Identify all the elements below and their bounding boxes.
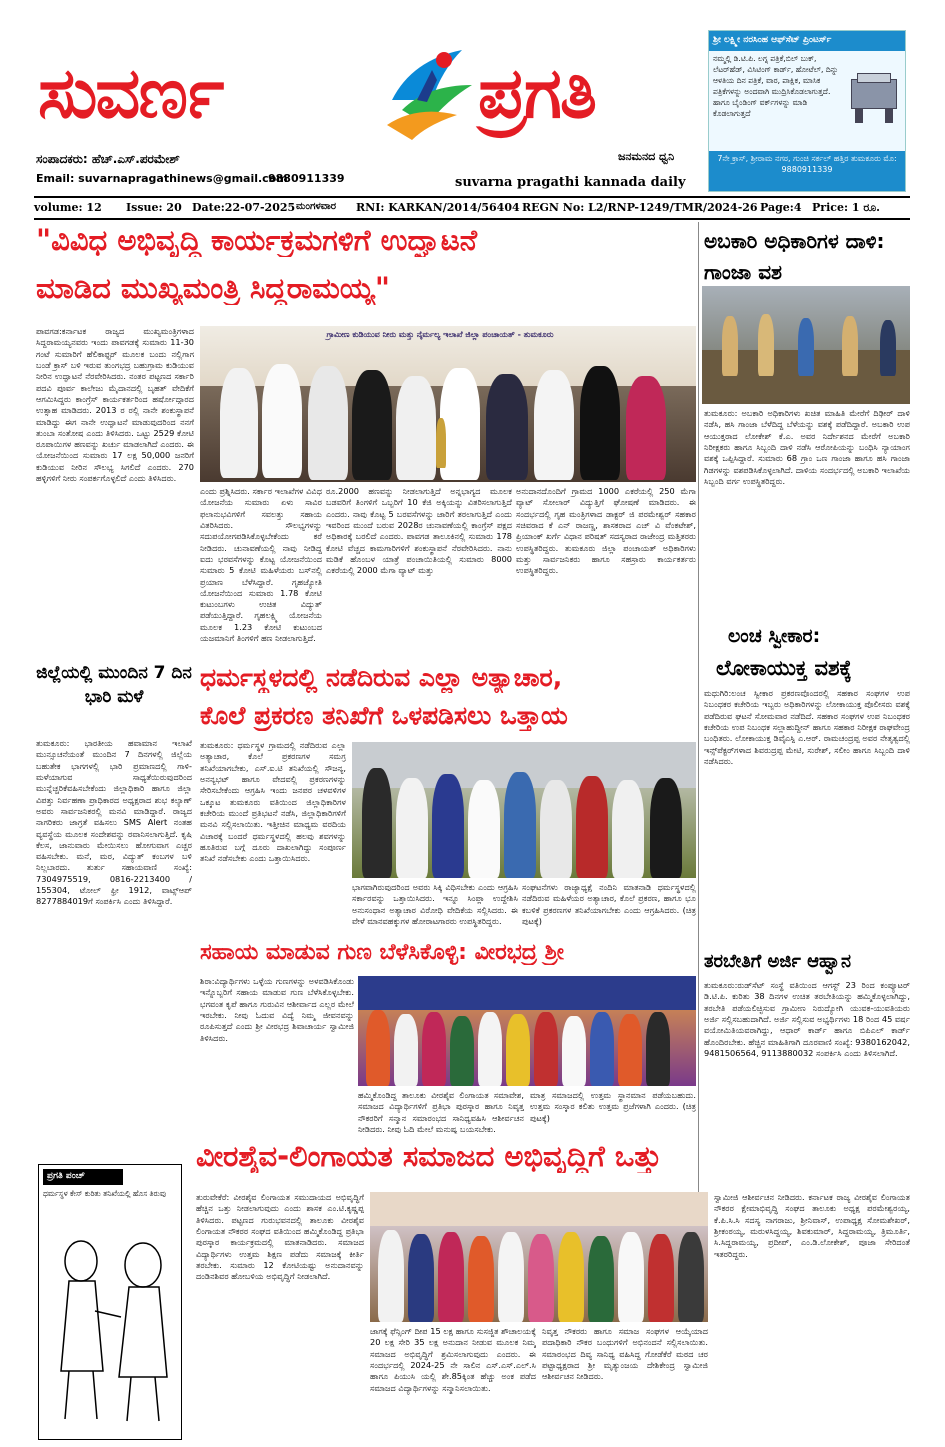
veerashaiva-col-4: ಸ್ವಾಮೀಜಿ ಆಶೀರ್ವಚನ ನೀಡಿದರು. ಕರ್ನಾಟಕ ರಾಜ್ಯ ವೀರಶೈವ ಲಿಂಗಾಯತ ನೌಕರರ ಕ್ಷೇಮಾಭಿವೃದ್ಧಿ ಸಂಘದ ತಾಲೂಕು ಅಧ್ಯಕ್ಷ ಪರಮೇಶ್ವರಯ್ಯ, ಕೆ.ಪಿ.ಸಿ.ಸಿ ಸದಸ್ಯ ನಾಗರಾಜು, ಶ್ರೀನಿವಾಸ್, ಉಪಾಧ್ಯಕ್ಷ ಸೋಮಶೇಖರ್, ಶ್ರೀಕಂಠಯ್ಯ, ಮರುಳಸಿದ್ದಯ್ಯ, ಶಿವಕುಮಾರ್, ಸಿದ್ದರಾಮಯ್ಯ, ತ್ರಿಮೂರ್ತಿ, ಸಿ.ಸಿದ್ದರಾಮಯ್ಯ, ಪ್ರದೀಪ್, ಎಂ.ಡಿ.ಲೋಕೇಶ್, ಪೂಜಾ ಸೇರಿದಂತೆ ಇತರರಿದ್ದರು. xyxy=(714,1192,910,1259)
veerabhadra-headline: ಸಹಾಯ ಮಾಡುವ ಗುಣ ಬೆಳೆಸಿಕೊಳ್ಳಿ: ವೀರಭದ್ರ ಶ್ರೀ xyxy=(200,940,565,965)
info-bar xyxy=(34,199,910,217)
dharmasthala-col-1: ತುಮಕೂರು: ಧರ್ಮಸ್ಥಳ ಗ್ರಾಮದಲ್ಲಿ ನಡೆದಿರುವ ಎಲ್ಲಾ ಅತ್ಯಾಚಾರ, ಕೊಲೆ ಪ್ರಕರಣಗಳ ಸಮಗ್ರ ತನಿಖೆಯಾಗಬೇಕು, ಎಸ್.ಐ.ಟಿ ತನಿಖೆಯಲ್ಲಿ ಸೌಜನ್ಯ, ಅನನ್ಯಭಟ್ ಹಾಗೂ ವೇದವಲ್ಲಿ ಪ್ರಕರಣಗಳನ್ನು ಸೇರಿಸಬೇಕೆಂದು ಆಗ್ರಹಿಸಿ ಇಂದು ಜನಪರ ಚಳವಳಿಗಳ ಒಕ್ಕೂಟ ತುಮಕೂರು ವತಿಯಿಂದ ಜಿಲ್ಲಾಧಿಕಾರಿಗಳ ಕಚೇರಿಯ ಮುಂದೆ ಪ್ರತಿಭಟನೆ ನಡೆಸಿ, ಜಿಲ್ಲಾಧಿಕಾರಿಗಳಿಗೆ ಮನವಿ ಸಲ್ಲಿಸಲಾಯಿತು. ಇತ್ತೀಚಿನ ಮಾಧ್ಯಮ ವರದಿಯ ವಿಚಾರಕ್ಕೆ ಬಂದರೆ ಧರ್ಮಸ್ಥಳದಲ್ಲಿ ಹಲವು ಶವಗಳನ್ನು ಹೂತಿರುವ ಬಗ್ಗೆ ದೂರು ದಾಖಲಾಗಿದ್ದು ಸಂಪೂರ್ಣ ತನಿಖೆ ನಡೆಸಬೇಕು ಎಂದು ಒತ್ತಾಯಿಸಿದರು. xyxy=(200,740,346,864)
printing-machine-icon xyxy=(847,71,901,125)
dharmasthala-col-3: ಸಂಘಟನೆಗಳು ರಾಜ್ಯಾಧ್ಯಕ್ಷೆ ನಂದಿನಿ ಮಾತನಾಡಿ ಧರ್ಮಸ್ಥಳದಲ್ಲಿ ನಡೆದಿರುವ ಮಹಿಳೆಯರ ಅತ್ಯಾಚಾರ, ಕೊಲೆ ಪ್ರಕರಣ, ಹಾಗೂ ಭೂ ಕಬಳಿಕೆ ಪ್ರಕರಣಗಳ ತನಿಖೆಯಾಗಬೇಕು ಎಂದು ಆಗ್ರಹಿಸಿದರು. (ಚಿತ್ರ ಪುಟಕ್ಕೆ) xyxy=(522,882,696,926)
tagline-en: suvarna pragathi kannada daily xyxy=(455,175,686,190)
veerabhadra-col-2: ಹಮ್ಮಿಕೊಂಡಿದ್ದ ತಾಲೂಕು ವೀರಶೈವ ಲಿಂಗಾಯತ ಸಮಾವೇಶ, ಸಮಾಜದ ವಿದ್ಯಾರ್ಥಿಗಳಿಗೆ ಪ್ರತಿಭಾ ಪುರಸ್ಕಾರ ಹಾಗೂ ನಿವೃತ್ತ ನೌಕರರಿಗೆ ಸನ್ಮಾನ ಸಮಾರಂಭದ ಸಾನಿಧ್ಯವಹಿಸಿ ಆಶೀರ್ವಚನ ನೀಡಿದರು. ನೀವು ಓದಿ ಮೇಲೆ ಮನುಷ್ಯ ಬಯಸಬೇಕು. xyxy=(358,1090,524,1134)
dharmasthala-col-2: ಭಾಗವಾಗಿರುವುದರಿಂದ ಅವರು ಸಿಕ್ಕಿ ವಿಧಿಸಬೇಕು ಎಂದು ಆಗ್ರಹಿಸಿ ಸರ್ಕಾರವನ್ನು ಒತ್ತಾಯಿಸಿದರು. ಇನ್ನೂ ಸಿಂಪ್ಲಾ ಉದ್ದೇಶಿಸಿ ಅನುಸಂಧಾನ ಅತ್ಯಾಚಾರ ವಿರೋಧಿ ವೇದಿಕೆಯ ಸಲ್ಲಿಸಿದರು. ಈ ವೇಳೆ ಮಾನವಹಕ್ಕುಗಳ ಹೋರಾಟಗಾರರು ಉಪಸ್ಥಿತರಿದ್ದರು. xyxy=(352,882,518,926)
veerashaiva-col-3: ನಿವೃತ್ತ ನೌಕರರು ಹಾಗೂ ಸಮಾಜ ಸಂಘಗಳ ಆಯ್ಕೆಯಾದ ಪದಾಧಿಕಾರಿ ನೌಕರ ಬಂಧುಗಳಿಗೆ ಅಭಿನಂದನೆ ಸಲ್ಲಿಸಲಾಯಿತು. ಸಮಾರಂಭದ ದಿವ್ಯ ಸಾನಿಧ್ಯ ವಹಿಸಿದ್ದ ಗೋಡೆಕೆರೆ ಮಠದ ಚರ ಪಟ್ಟಾಧ್ಯಕ್ಷರಾದ ಶ್ರೀ ಮೃತ್ಯುಂಜಯ ದೇಶಿಕೇಂದ್ರ ಸ್ವಾಮೀಜಿ ಆಶೀರ್ವಚನ ನೀಡಿದರು. xyxy=(542,1326,708,1382)
regn-label: REGN No: L2/RNP-1249/TMR/2024-26 xyxy=(522,201,758,214)
lead-photo xyxy=(200,326,696,482)
right-col-divider xyxy=(698,222,699,1202)
ad-address: 7ನೇ ಕ್ರಾಸ್, ಶ್ರೀರಾಮ ನಗರ, ಗುಂಚಿ ಸರ್ಕಲ್ ಹತ್ತಿರ ತುಮಕೂರು ಮೊ: 9880911339 xyxy=(709,151,905,191)
veerashaiva-col-2: ಜಾಗಕ್ಕೆ ಫೆನ್ಸಿಂಗ್ ದೀಪ 15 ಲಕ್ಷ ಹಾಗೂ ಸುಸಜ್ಜಿತ ಶೌಚಾಲಯಕ್ಕೆ 20 ಲಕ್ಷ ಸೇರಿ 35 ಲಕ್ಷ ಅನುದಾನ ನೀಡುವ ಮೂಲಕ ನಿಮ್ಮ ಸಮಾಜದ ಅಭಿವೃದ್ಧಿಗೆ ಶ್ರಮಿಸಲಾಗುವುದು ಎಂದರು. ಈ ಸಂದರ್ಭದಲ್ಲಿ 2024-25 ನೇ ಸಾಲಿನ ಎಸ್.ಎಸ್.ಎಲ್.ಸಿ ಹಾಗೂ ಪಿಯುಸಿ ಯಲ್ಲಿ ಶೇ.85ಕ್ಕಿಂತ ಹೆಚ್ಚು ಅಂಕ ಪಡೆದ ಸಮಾಜದ ವಿದ್ಯಾರ್ಥಿಗಳನ್ನು ಸನ್ಮಾನಿಸಲಾಯಿತು. xyxy=(370,1326,536,1393)
info-rule-top xyxy=(34,196,910,198)
ad-title: ಶ್ರೀ ಲಕ್ಷ್ಮೀ ನರಸಿಂಹ ಆಫ್‌ಸೆಟ್ ಪ್ರಿಂಟರ್ಸ್ xyxy=(709,31,905,51)
masthead xyxy=(0,0,945,198)
veerabhadra-photo xyxy=(358,976,696,1086)
abkari-body: ತುಮಕೂರು: ಅಬಕಾರಿ ಅಧಿಕಾರಿಗಳು ಖಚಿತ ಮಾಹಿತಿ ಮೇರೆಗೆ ದಿಢೀರ್ ದಾಳಿ ನಡೆಸಿ, ಹಸಿ ಗಾಂಜಾ ಬೆಳೆದಿದ್ದ ಬೆಳೆಯನ್ನು ವಶಕ್ಕೆ ಪಡೆದಿದ್ದಾರೆ. ಅಬಕಾರಿ ಉಪ ಆಯುಕ್ತರಾದ ಲೋಕೇಶ್ ಕೆ.ಎ. ಅವರ ನಿರ್ದೇಶನದ ಮೇರೆಗೆ ಅಬಕಾರಿ ನಿರೀಕ್ಷಕರು ಹಾಗೂ ಸಿಬ್ಬಂದಿ ದಾಳಿ ನಡೆಸಿ ಆರೋಪಿಯನ್ನು ಬಂಧಿಸಿ ನ್ಯಾಯಾಂಗ ವಶಕ್ಕೆ ಒಪ್ಪಿಸಿದ್ದಾರೆ. ಸುಮಾರು 68 ಗ್ರಾಂ ಒಣ ಗಾಂಜಾ ಹಾಗೂ ಹಸಿ ಗಾಂಜಾ ಗಿಡಗಳನ್ನು ವಶಪಡಿಸಿಕೊಳ್ಳಲಾಗಿದೆ. ದಾಳಿಯ ಸಂದರ್ಭದಲ್ಲಿ ಅಬಕಾರಿ ಇಲಾಖೆಯ ಸಿಬ್ಬಂದಿ ವರ್ಗ ಉಪಸ್ಥಿತರಿದ್ದರು. xyxy=(704,408,910,486)
logo-emblem-icon xyxy=(372,30,487,145)
price-label: Price: 1 ರೂ. xyxy=(812,201,880,214)
training-headline: ತರಬೇತಿಗೆ ಅರ್ಜಿ ಆಹ್ವಾನ xyxy=(704,951,852,972)
printer-ad xyxy=(708,30,906,192)
editor-line: ಸಂಪಾದಕರು: ಹೆಚ್.ಎಸ್.ಪರಮೇಶ್ xyxy=(36,152,180,166)
day-label: ಮಂಗಳವಾರ xyxy=(296,201,337,212)
rni-label: RNI: KARKAN/2014/56404 xyxy=(356,201,520,214)
veerashaiva-photo xyxy=(370,1192,708,1322)
dharmasthala-headline-1: ಧರ್ಮಸ್ಥಳದಲ್ಲಿ ನಡೆದಿರುವ ಎಲ್ಲಾ ಅತ್ಯಾಚಾರ, xyxy=(200,664,563,692)
dharmasthala-photo xyxy=(352,742,696,878)
lokayukta-headline-2: ಲೋಕಾಯುಕ್ತ ವಶಕ್ಕೆ xyxy=(716,656,852,680)
cartoon-caption: ಧರ್ಮಸ್ಥಳ ಕೇಸ್ ಕುರಿತು ತನಿಖೆಯಲ್ಲಿ ಹೊಸ ತಿರುವು xyxy=(43,1189,166,1198)
logo-right: ಪ್ರಗತಿ xyxy=(478,52,595,134)
info-rule-bottom xyxy=(34,218,910,220)
lead-col-1: ಪಾವಗಡ:ಕರ್ನಾಟಕ ರಾಜ್ಯದ ಮುಖ್ಯಮಂತ್ರಿಗಳಾದ ಸಿದ್ದರಾಮಯ್ಯನವರು ಇಂದು ಪಾವಗಡಕ್ಕೆ ಸುಮಾರು 11-30 ಗಂಟೆ ಸುಮಾರಿಗೆ ಹೆಲಿಕಾಫ್ಟರ್ ಮೂಲಕ ಬಂದು ನಲ್ಲಿಗಾಗ ಬಂಡೆ ಕ್ರಾಸ್ ಬಳಿ ಇರುವ ತುಂಗಭದ್ರ ಬಹುಗ್ರಾಮ ಕುಡಿಯುವ ನೀರಿನ ಉದ್ಘಾಟನೆ ನೆರವೇರಿಸಿದರು. ನಂತರ ಪಟ್ಟಣದ ಸರ್ಕಾರಿ ಪದವಿ ಪೂರ್ವ ಕಾಲೇಜು ಮೈದಾನದಲ್ಲಿ ಬೃಹತ್ ವೇದಿಕೆಗೆ ಆಗಮಿಸಿದ್ದರು ಕಾಂಗ್ರೆಸ್ ಕಾರ್ಯಕರ್ತರಿಂದ ಹರ್ಷೋದ್ಗಾರದ ಉತ್ಸಾಹ ಮಾಡಿದರು. 2013 ರ ರಲ್ಲಿ ನಾನೇ ಶಂಕುಸ್ಥಾಪನೆ ಮಾಡಿದ್ದು ಈಗ ನಾನೇ ಉದ್ಘಾಟನೆ ಮಾಡುವುದರಿಂದ ನನಗೆ ತುಂಬಾ ಸಂತೋಷ ಎಂದು ತಿಳಿಸಿದರು. ಒಟ್ಟು 2529 ಕೋಟಿ ರೂಪಾಯಿಗಳ ಹಣವನ್ನು ಖರ್ಚು ಮಾಡಲಾಗಿದೆ ಎಂದರು. ಈ ಯೋಜನೆಯಿಂದ ಸುಮಾರು 17 ಲಕ್ಷ 50,000 ಜನರಿಗೆ ಕುಡಿಯುವ ನೀರಿನ ಸೌಲಭ್ಯ ಸಿಗಲಿದೆ ಎಂದರು. 270 ಹಳ್ಳಿಗಳಿಗೆ ನೀರು ಸಂಪರ್ಕಗೊಳ್ಳಲಿದೆ ಎಂದು ತಿಳಿಸಿದರು. xyxy=(36,326,194,484)
phone-line: 9880911339 xyxy=(268,172,345,185)
date-label: Date:22-07-2025 xyxy=(192,201,296,214)
lokayukta-body: ಮಧುಗಿರಿ:ಲಂಚ ಸ್ವೀಕಾರ ಪ್ರಕರಣವೊಂದರಲ್ಲಿ ಸಹಕಾರ ಸಂಘಗಳ ಉಪ ನಿಬಂಧಕರ ಕಚೇರಿಯ ಇಬ್ಬರು ಅಧಿಕಾರಿಗಳನ್ನು ಲೋಕಾಯುಕ್ತ ಪೊಲೀಸರು ವಶಕ್ಕೆ ಪಡೆದಿರುವ ಘಟನೆ ಸೋಮವಾರ ನಡೆದಿದೆ. ಸಹಕಾರ ಸಂಘಗಳ ಉಪ ನಿಬಂಧಕರ ಕಚೇರಿಯ ಉಪ ನಿಬಂಧಕ ಸಲ್ಲಾಹುದ್ದೀನ್ ಹಾಗೂ ಸಹಕಾರ ನಿರೀಕ್ಷಕ ರಾಘವೇಂದ್ರ ಬಂಧಿತರು. ಲೋಕಾಯುಕ್ತ ಡಿವೈಎಸ್ಪಿ ಎ.ಆರ್. ರಾಮಚಂದ್ರಪ್ಪ ಅವರ ನೇತೃತ್ವದಲ್ಲಿ ಇನ್ಸ್‌ಪೆಕ್ಟರ್‌ಗಳಾದ ಶಿವರುದ್ರಪ್ಪ ಮೇಟಿ, ಸುರೇಶ್, ಸಲೀಂ ಹಾಗೂ ಸಿಬ್ಬಂದಿ ದಾಳಿ ನಡೆಸಿದರು. xyxy=(704,688,910,766)
logo-left: ಸುವರ್ಣ xyxy=(38,52,223,134)
volume-label: volume: 12 xyxy=(34,201,102,214)
dharmasthala-headline-2: ಕೊಲೆ ಪ್ರಕರಣ ತನಿಖೆಗೆ ಒಳಪಡಿಸಲು ಒತ್ತಾಯ xyxy=(200,702,568,730)
lead-headline-2: ಮಾಡಿದ ಮುಖ್ಯಮಂತ್ರಿ ಸಿದ್ದರಾಮಯ್ಯ" xyxy=(36,272,391,305)
page-label: Page:4 xyxy=(760,201,802,214)
email-line: Email: suvarnapragathinews@gmail.com xyxy=(36,172,288,185)
lead-col-4: ಅನುದಾನದೊಂದಿಗೆ ಗ್ರಾಮದ 1000 ಎಕರೆಯಲ್ಲಿ 250 ಮೆಗಾ ವ್ಯಾಟ್ ಸೋಲಾರ್ ವಿದ್ಯುತ್ತಿಗೆ ಘೋಷಣೆ ಮಾಡಿದರು. ಈ ಸಂದರ್ಭದಲ್ಲಿ ಗೃಹ ಮಂತ್ರಿಗಳಾದ ಡಾಕ್ಟರ್ ಜಿ ಪರಮೇಶ್ವರ್ ಸಹಕಾರ ಸಚಿವರಾದ ಕೆ ಎನ್ ರಾಜಣ್ಣ, ಶಾಸಕರಾದ ಎಚ್ ವಿ ವೆಂಕಟೇಶ್, ಪ್ರಿಯಾಂಕ್ ಖರ್ಗೆ ವಿಧಾನ ಪರಿಷತ್ ಸದಸ್ಯರಾದ ರಾಜೇಂದ್ರ ಮತ್ತಿತರರು ಉಪಸ್ಥಿತರಿದ್ದರು. ತುಮಕೂರು ಜಿಲ್ಲಾ ಪಂಚಾಯತ್ ಅಧಿಕಾರಿಗಳು ಮತ್ತು ಸಾರ್ವಜನಿಕರು ಹಾಗೂ ಸಹಸ್ರಾರು ಕಾರ್ಯಕರ್ತರು ಉಪಸ್ಥಿತರಿದ್ದರು. xyxy=(516,486,696,576)
abkari-photo xyxy=(702,286,910,404)
rain-body: ತುಮಕೂರು: ಭಾರತೀಯ ಹವಾಮಾನ ಇಲಾಖೆ ಮುನ್ಸೂಚನೆಯಂತೆ ಮುಂದಿನ 7 ದಿನಗಳಲ್ಲಿ ಜಿಲ್ಲೆಯ ಬಹುತೇಕ ಭಾಗಗಳಲ್ಲಿ ಭಾರಿ ಪ್ರಮಾಣದಲ್ಲಿ ಗಾಳಿ-ಮಳೆಯಾಗುವ ಸಾಧ್ಯತೆಯಿರುವುದರಿಂದ ಮುನ್ನೆಚ್ಚರಿಕೆವಹಿಸಬೇಕೆಂದು ಜಿಲ್ಲಾಧಿಕಾರಿ ಹಾಗೂ ಜಿಲ್ಲಾ ವಿಪತ್ತು ನಿರ್ವಹಣಾ ಪ್ರಾಧಿಕಾರದ ಅಧ್ಯಕ್ಷರಾದ ಶುಭ ಕಲ್ಯಾಣ್ ಅವರು ಸಾರ್ವಜನಿಕರಲ್ಲಿ ಮನವಿ ಮಾಡಿದ್ದಾರೆ. ರಾಜ್ಯದ ನಾಗರಿಕರು ಜಾಗ್ರತೆ ವಹಿಸಲು SMS Alert ನಂತಹ ವ್ಯವಸ್ಥೆಯ ಮೂಲಕ ಸಂದೇಶವನ್ನು ರವಾನಿಸಲಾಗುತ್ತಿದೆ. ಕೃಷಿ ಕೆಲಸ, ಜಾನುವಾರು ಮೇಯಿಸಲು ಹೋಗುವಾಗ ಎಚ್ಚರ ವಹಿಸಬೇಕು. ಮನೆ, ಮರ, ವಿದ್ಯುತ್ ಕಂಬಗಳ ಬಳಿ ನಿಲ್ಲಬಾರದು. ತುರ್ತು ಸಹಾಯವಾಣಿ ಸಂಖ್ಯೆ: 7304975519, 0816-2213400 / 155304, ಟೋಲ್ ಫ್ರೀ 1912, ವಾಟ್ಸ್‌ಆಪ್ 8277884019ಗೆ ಸಂಪರ್ಕಿಸಿ ಎಂದು ತಿಳಿಸಿದ್ದಾರೆ. xyxy=(36,738,192,907)
veerashaiva-col-1: ತುರುವೇಕೆರೆ: ವೀರಶೈವ ಲಿಂಗಾಯತ ಸಮುದಾಯದ ಅಭಿವೃದ್ಧಿಗೆ ಹೆಚ್ಚಿನ ಒತ್ತು ನೀಡಲಾಗುವುದು ಎಂದು ಶಾಸಕ ಎಂ.ಟಿ.ಕೃಷ್ಣಪ್ಪ ತಿಳಿಸಿದರು. ಪಟ್ಟಣದ ಗುರುಭವನದಲ್ಲಿ ತಾಲೂಕು ವೀರಶೈವ ಲಿಂಗಾಯತ ನೌಕರರ ಸಂಘದ ವತಿಯಿಂದ ಹಮ್ಮಿಕೊಂಡಿದ್ದ ಪ್ರತಿಭಾ ಪುರಸ್ಕಾರ ಕಾರ್ಯಕ್ರಮದಲ್ಲಿ ಮಾತನಾಡಿದರು. ಸಮಾಜದ ವಿದ್ಯಾರ್ಥಿಗಳು ಉತ್ತಮ ಶಿಕ್ಷಣ ಪಡೆದು ಸಮಾಜಕ್ಕೆ ಕೀರ್ತಿ ತರಬೇಕು. ಸುಮಾರು 12 ಕೋಟಿಯಷ್ಟು ಅನುದಾನವನ್ನು ದಂಡಿನಶಿವರ ಹೋಬಳಿಯ ಅಭಿವೃದ್ಧಿಗೆ ನೀಡಲಾಗಿದೆ. xyxy=(196,1192,364,1282)
cartoon-drawing-icon xyxy=(47,1221,175,1431)
tagline-kn: ಜನಮನದ ಧ್ವನಿ xyxy=(618,150,675,163)
rain-headline: ಜಿಲ್ಲೆಯಲ್ಲಿ ಮುಂದಿನ 7 ದಿನ ಭಾರಿ ಮಳೆ xyxy=(36,663,192,707)
cartoon-title: ಪ್ರಗತಿ ಪಂಚ್ xyxy=(43,1169,123,1185)
ad-body: ನಮ್ಮಲ್ಲಿ ಡಿ.ಟಿ.ಪಿ. ಲಗ್ನ ಪತ್ರಿಕೆ,ಬಿಲ್ ಬುಕ್, ಲೆಟರ್‌ಹೆಡ್, ವಿಸಿಟಿಂಗ್ ಕಾರ್ಡ್, ಹೋಟೆಲ್, ದಿನ್ನು ಆಳತಿಯ ದಿನ ಪತ್ರಿಕೆ, ವಾರ, ಪಾಕ್ಷಿಕ, ಮಾಸಿಕ ಪತ್ರಿಕೆಗಳನ್ನು ಅಂದವಾಗಿ ಮುದ್ರಿಸಿಕೊಡಲಾಗುತ್ತದೆ. ಹಾಗೂ ಬೈಂಡಿಂಗ್ ವರ್ಕ್‌ಗಳನ್ನು ಮಾಡಿ ಕೊಡಲಾಗುತ್ತದೆ xyxy=(713,54,839,118)
lokayukta-headline-1: ಲಂಚ ಸ್ವೀಕಾರ: xyxy=(728,625,821,647)
cartoon-box xyxy=(38,1164,182,1440)
lead-banner: ಗ್ರಾಮೀಣ ಕುಡಿಯುವ ನೀರು ಮತ್ತು ನೈರ್ಮಲ್ಯ ಇಲಾಖೆ ಜಿಲ್ಲಾ ಪಂಚಾಯತ್ - ತುಮಕೂರು xyxy=(326,330,554,339)
lead-headline-1: "ವಿವಿಧ ಅಭಿವೃದ್ಧಿ ಕಾರ್ಯಕ್ರಮಗಳಿಗೆ ಉದ್ಘಾಟನೆ xyxy=(36,224,477,257)
veerabhadra-col-1: ಶಿರಾ:ವಿದ್ಯಾರ್ಥಿಗಳು ಒಳ್ಳೆಯ ಗುಣಗಳನ್ನು ಅಳವಡಿಸಿಕೊಂಡು ಇನ್ನೊಬ್ಬರಿಗೆ ಸಹಾಯ ಮಾಡುವ ಗುಣ ಬೆಳೆಸಿಕೊಳ್ಳಬೇಕು. ಭಗವಂತ ಕೃಪೆ ಹಾಗೂ ಗುರುವಿನ ಆಶೀರ್ವಾದ ಎಲ್ಲರ ಮೇಲೆ ಇರಬೇಕು. ನೀವು ಓದುವ ವಿದ್ಯೆ ನಿಮ್ಮ ಜೀವನವನ್ನು ರೂಪಿಸುತ್ತದೆ ಎಂದು ಶ್ರೀ ವೀರಭದ್ರ ಶಿವಾಚಾರ್ಯ ಸ್ವಾಮೀಜಿ ತಿಳಿಸಿದರು. xyxy=(200,976,354,1043)
training-body: ತುಮಕೂರು:ರುಡ್‌ಸೆಟ್ ಸಂಸ್ಥೆ ವತಿಯಿಂದ ಆಗಸ್ಟ್ 23 ರಿಂದ ಕಂಪ್ಯೂಟರ್ ಡಿ.ಟಿ.ಪಿ. ಕುರಿತು 38 ದಿನಗಳ ಉಚಿತ ತರಬೇತಿಯನ್ನು ಹಮ್ಮಿಕೊಳ್ಳಲಾಗಿದ್ದು, ತರಬೇತಿ ಪಡೆಯಲಿಚ್ಛಿಸುವ ಗ್ರಾಮೀಣ ನಿರುದ್ಯೋಗಿ ಯುವಕ-ಯುವತಿಯರು ಅರ್ಜಿ ಸಲ್ಲಿಸಬಹುದಾಗಿದೆ. ಅರ್ಜಿ ಸಲ್ಲಿಸುವ ಅಭ್ಯರ್ಥಿಗಳು 18 ರಿಂದ 45 ವರ್ಷ ವಯೋಮಿತಿಯವರಾಗಿದ್ದು, ಆಧಾರ್ ಕಾರ್ಡ್ ಹಾಗೂ ಬಿಪಿಎಲ್ ಕಾರ್ಡ್ ಹೊಂದಿರಬೇಕು. ಹೆಚ್ಚಿನ ಮಾಹಿತಿಗಾಗಿ ದೂರವಾಣಿ ಸಂಖ್ಯೆ: 9380162042, 9481506564, 9113880032 ಸಂಪರ್ಕಿಸಿ ಎಂದು ತಿಳಿಸಲಾಗಿದೆ. xyxy=(704,980,910,1058)
veerashaiva-headline: ವೀರಶೈವ-ಲಿಂಗಾಯತ ಸಮಾಜದ ಅಭಿವೃದ್ಧಿಗೆ ಒತ್ತು xyxy=(196,1140,662,1173)
lead-col-2: ಎಂದು ಪ್ರಶ್ನಿಸಿದರು. ಸರ್ಕಾರ ಇಲಾಖೆಗಳ ವಿವಿಧ ಯೋಜನೆಯ ಸುಮಾರು ಏಳು ಸಾವಿರ ಫಲಾನುಭವಿಗಳಿಗೆ ಸವಲತ್ತು ಸಹಾಯ ವಿತರಿಸಿದರು. ಸೌಲಭ್ಯಗಳನ್ನು ಸದುಪಯೋಗಪಡಿಸಿಕೊಳ್ಳಬೇಕೆಂದು ಕರೆ ನೀಡಿದರು. ಚುನಾವಣೆಯಲ್ಲಿ ನಾವು ನೀಡಿದ್ದ ಐದು ಭರವಸೆಗಳನ್ನು ಕೊಟ್ಟ ಯೋಜನೆಯಿಂದ ಸುಮಾರು 5 ಕೋಟಿ ಮಹಿಳೆಯರು ಬಸ್‌ನಲ್ಲಿ ಪ್ರಯಾಣ ಬೆಳೆಸಿದ್ದಾರೆ. ಗೃಹಜ್ಯೋತಿ ಯೋಜನೆಯಿಂದ ಸುಮಾರು 1.78 ಕೋಟಿ ಕುಟುಂಬಗಳು ಉಚಿತ ವಿದ್ಯುತ್ ಪಡೆಯುತ್ತಿದ್ದಾರೆ. ಗೃಹಲಕ್ಷ್ಮಿ ಯೋಜನೆಯ ಮೂಲಕ 1.23 ಕೋಟಿ ಕುಟುಂಬದ ಯಜಮಾನಿಗೆ ತಿಂಗಳಿಗೆ ಹಣ ನೀಡಲಾಗುತ್ತಿದೆ. xyxy=(200,486,322,644)
abkari-headline: ಅಬಕಾರಿ ಅಧಿಕಾರಿಗಳ ದಾಳಿ: ಗಾಂಜಾ ವಶ xyxy=(704,229,885,284)
issue-label: Issue: 20 xyxy=(126,201,182,214)
veerabhadra-col-3: ಮಾತ್ರ ಸಮಾಜದಲ್ಲಿ ಉತ್ತಮ ಸ್ಥಾನಮಾನ ಪಡೆಯಬಹುದು. ಉತ್ತಮ ಸಂಸ್ಕಾರ ಕಲಿತು ಉತ್ತಮ ಪ್ರಜೆಗಳಾಗಿ ಎಂದರು. (ಚಿತ್ರ ಪುಟಕ್ಕೆ) xyxy=(530,1090,696,1123)
lead-col-3: ರೂ.2000 ಹಣವನ್ನು ನೀಡಲಾಗುತ್ತಿದೆ ಅನ್ನಭಾಗ್ಯದ ಮೂಲಕ ಬಡವರಿಗೆ ತಿಂಗಳಿಗೆ ಒಬ್ಬರಿಗೆ 10 ಕೆಜಿ ಅಕ್ಕಿಯನ್ನು ವಿತರಿಸಲಾಗುತ್ತಿದೆ ಎಂದರು. ನಾವು ಕೊಟ್ಟ 5 ಬರವಸೆಗಳನ್ನು ಜಾರಿಗೆ ತರಲಾಗುತ್ತಿದೆ ಎಂದು ಇವರಿಂದ ಮುಂದೆ ಬರುವ 2028ರ ಚುನಾವಣೆಯಲ್ಲಿ ಕಾಂಗ್ರೆಸ್ ಪಕ್ಷದ ಅಧಿಕಾರಕ್ಕೆ ಬರಲಿದೆ ಎಂದರು. ಪಾವಗಡ ತಾಲೂಕಿನಲ್ಲಿ ಸುಮಾರು 178 ಕೋಟಿ ವೆಚ್ಚದ ಕಾಮಗಾರಿಗಳಿಗೆ ಶಂಕುಸ್ಥಾಪನೆ ನೆರವೇರಿಸಿದರು. ನಾನು ಮಡಿಕೆ ಹೊಂಬಳ ಯಾತ್ರೆ ಪಂಚಾಯಿತಿಯಲ್ಲಿ ಸುಮಾರು 8000 ಎಕರೆಯಲ್ಲಿ 2000 ಮೆಗಾ ವ್ಯಾಟ್ ಮತ್ತು xyxy=(326,486,512,576)
